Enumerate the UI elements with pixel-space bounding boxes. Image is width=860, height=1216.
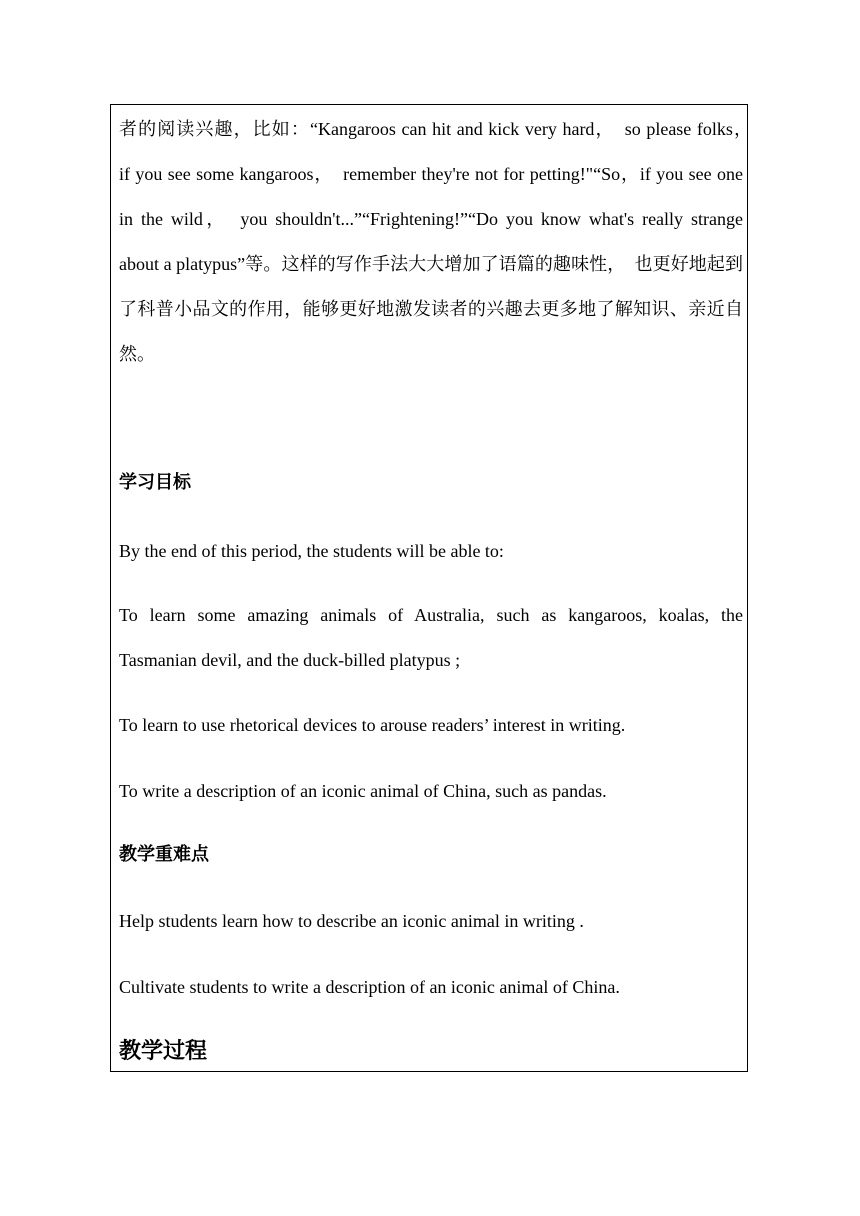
objective-item-3: To write a description of an iconic animal of China, such as pandas. bbox=[119, 781, 607, 801]
key-point-item-1: Help students learn how to describe an iconic animal in writing . bbox=[119, 911, 584, 931]
objectives-heading: 学习目标 bbox=[119, 472, 191, 493]
process-heading: 教学过程 bbox=[119, 1039, 208, 1064]
key-point-item-2: Cultivate students to write a description of an iconic animal of China. bbox=[119, 977, 620, 997]
objective-item-2: To learn to use rhetorical devices to arouse readers’ interest in writing. bbox=[119, 715, 626, 735]
table-cell-frame bbox=[110, 104, 761, 1072]
key-points-heading: 教学重难点 bbox=[119, 844, 209, 865]
intro-paragraph: 者的阅读兴趣，比如：“Kangaroos can hit and kick very hard， so please folks， if you see some kangaroos， remember they're not for petting!"“So，if you see one in the wild， you shouldn't...”“Frightening!”“Do you know what's really strange about a platypus”等。这样的写作手法大大增加了语篇的趣味性， 也更好地起到了科普小品文的作用，能够更好地激发读者的兴趣去更多地了解知识、亲近自然。 bbox=[119, 119, 761, 364]
objective-item-1: To learn some amazing animals of Australia, such as kangaroos, koalas, the Tasmanian devil, and the duck-billed platypus ; bbox=[119, 605, 743, 670]
objectives-lead: By the end of this period, the students will be able to: bbox=[119, 541, 504, 561]
